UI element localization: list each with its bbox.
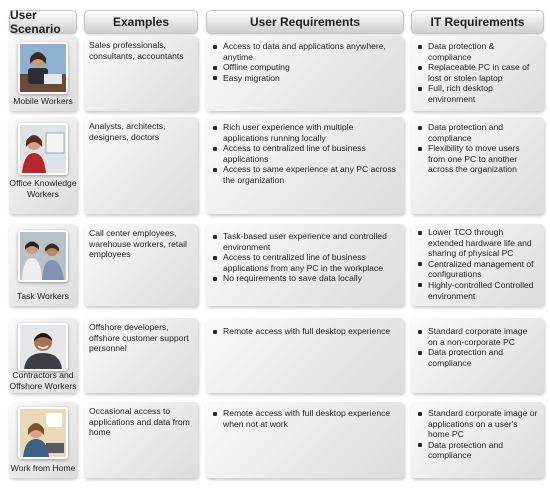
examples-cell [84,224,198,306]
user-requirement-item: Access to centralized line of business applications from any PC in the workplace [223,252,398,273]
user-requirement-item: Remote access with full desktop experience [223,326,398,337]
header-examples: Examples [84,10,198,34]
it-requirements-cell [411,318,544,393]
scenario-cell-contractors [9,318,77,393]
user-requirement-item: Rich user experience with multiple applications running locally [223,122,398,143]
it-requirement-item: Highly-controlled Controlled environment [428,280,538,301]
examples-cell [84,117,198,214]
it-requirements-cell [411,224,544,306]
examples-cell [84,36,198,111]
task-workers-photo [18,230,68,282]
it-requirements-cell [411,36,544,111]
it-requirement-item: Flexibility to move users from one PC to another across the organization [428,143,538,175]
user-requirement-item: Remote access with full desktop experience when not at work [223,408,398,429]
it-requirement-item: Replaceable PC in case of lost or stolen laptop [428,62,538,83]
it-requirement-item: Data protection and compliance [428,347,538,368]
scenario-label: Mobile Workers [13,96,73,107]
scenario-cell-mobile-workers [9,36,77,111]
it-requirements-cell [411,402,544,478]
user-requirements-cell [206,117,404,214]
it-requirement-item: Data protection and compliance [428,122,538,143]
home-worker-photo [18,407,68,459]
contractor-photo [18,323,68,371]
it-requirement-item: Data protection & compliance [428,41,538,62]
examples-text: Call center employees, warehouse workers, retail employees [89,228,187,260]
user-requirement-item: Access to data and applications anywhere, anytime [223,41,398,62]
examples-cell [84,318,198,393]
user-requirement-item: Offline computing [223,62,398,73]
header-user-requirements: User Requirements [206,10,404,34]
user-requirement-item: Easy migration [223,73,398,84]
examples-text: Occasional access to applications and data from home [89,406,190,438]
examples-text: Offshore developers, offshore customer support personnel [89,322,189,354]
scenario-cell-task-workers [9,224,77,306]
office-worker-photo [18,123,68,175]
examples-text: Sales professionals, consultants, accountants [89,40,184,61]
scenario-label: Task Workers [17,291,69,302]
user-requirement-item: Access to same experience at any PC across the organization [223,164,398,185]
user-requirements-cell [206,36,404,111]
user-requirements-cell [206,224,404,306]
user-requirement-item: Access to centralized line of business applications [223,143,398,164]
header-user-scenario: User Scenario [9,10,77,34]
it-requirements-cell [411,117,544,214]
it-requirement-item: Data protection and compliance [428,440,538,461]
scenario-label: Office Knowledge Workers [9,178,77,199]
examples-text: Analysts, architects, designers, doctors [89,121,166,142]
examples-cell [84,402,198,478]
mobile-worker-photo [18,42,68,94]
scenario-cell-work-from-home [9,402,77,478]
it-requirement-item: Lower TCO through extended hardware life and sharing of physical PC [428,227,538,259]
it-requirement-item: Centralized management of configurations [428,259,538,280]
scenario-label: Work from Home [10,463,76,474]
scenario-label: Contractors and Offshore Workers [9,370,77,391]
user-requirement-item: No requirements to save data locally [223,273,398,284]
scenario-cell-office-knowledge-workers [9,117,77,214]
user-requirements-cell [206,318,404,393]
header-it-requirements: IT Requirements [411,10,544,34]
it-requirement-item: Full, rich desktop environment [428,83,538,104]
user-requirement-item: Task-based user experience and controlled environment [223,231,398,252]
it-requirement-item: Standard corporate image on a non-corporate PC [428,326,538,347]
it-requirement-item: Standard corporate image or applications on a user's home PC [428,408,538,440]
user-requirements-cell [206,402,404,478]
